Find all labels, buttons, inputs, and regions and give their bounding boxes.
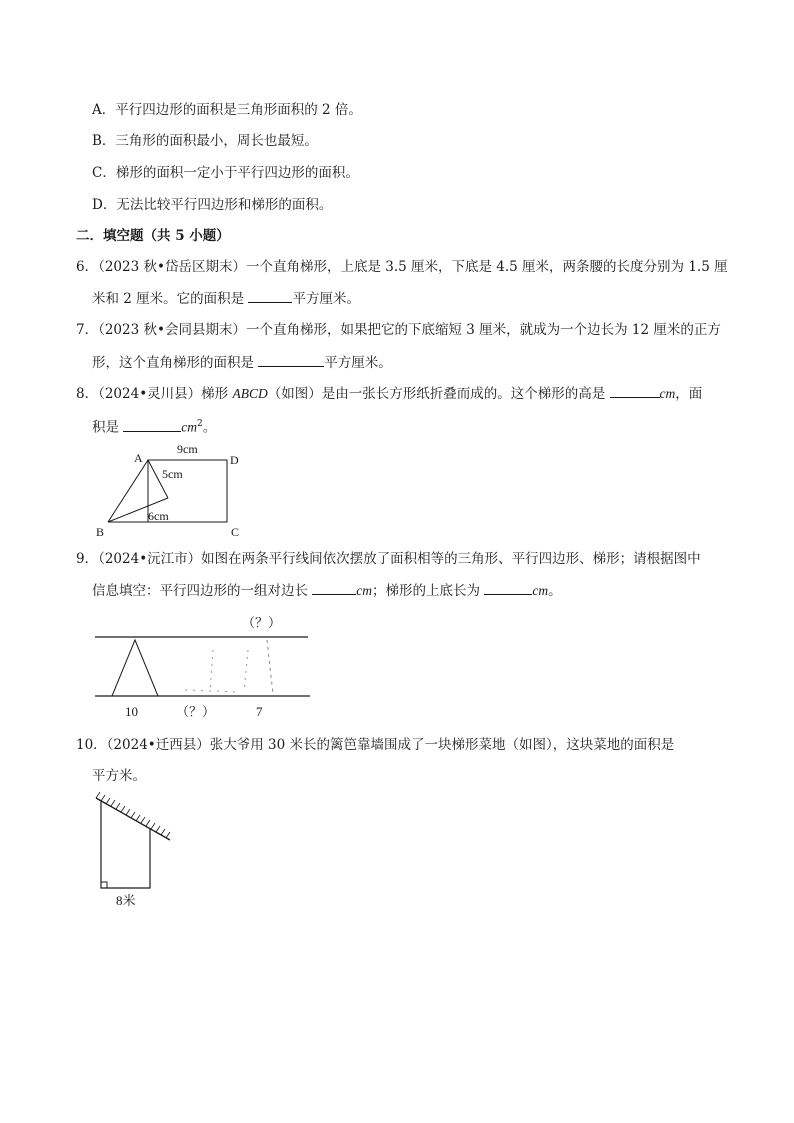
q8-text-c: ，面 <box>675 386 703 402</box>
q8-label-c: C <box>231 525 240 539</box>
q6-text-after: 平方厘米。 <box>292 291 360 307</box>
q9-label-top-q: （？） <box>242 615 282 630</box>
q8-label-9cm: 9cm <box>177 442 198 456</box>
q8-figure <box>90 440 260 544</box>
q8-abcd: ABCD <box>232 386 268 401</box>
q9-parallelogram-base <box>185 690 240 692</box>
q7-text-after: 平方厘米。 <box>324 355 392 371</box>
q9-parallelogram-side-left <box>210 650 213 692</box>
q8-label-d: D <box>230 453 239 467</box>
q9-side-blank[interactable] <box>312 580 356 595</box>
q8-line2 <box>92 414 216 438</box>
q6-line1: 6．（2023 秋•岱岳区期末）一个直角梯形，上底是 3.5 厘米，下底是 4.5 厘米，两条腰的长度分别为 1.5 厘 <box>76 259 728 275</box>
q8-text-2c: 。 <box>202 419 217 436</box>
q9-line2 <box>92 580 562 601</box>
q7-text-before: 形，这个直角梯形的面积是 <box>92 355 259 371</box>
q8-unit-cm: cm <box>659 386 676 401</box>
option-b: B．三角形的面积最小，周长也最短。 <box>92 133 318 149</box>
q9-unit-cm1: cm <box>356 583 373 598</box>
option-c: C．梯形的面积一定小于平行四边形的面积。 <box>92 165 359 181</box>
q9-trapezoid-side <box>267 640 273 694</box>
q6-text-before: 米和 2 厘米。它的面积是 <box>92 291 249 307</box>
q8-unit-cm2: cm <box>181 419 198 435</box>
q8-text-a: 8．（2024•灵川县）梯形 <box>76 386 233 402</box>
q9-text-a: 信息填空：平行四边形的一组对边长 <box>92 583 313 599</box>
q9-triangle <box>112 640 158 696</box>
q8-line1 <box>76 383 702 404</box>
q9-unit-cm2: cm <box>532 583 549 598</box>
q8-label-5cm: 5cm <box>162 467 183 481</box>
q9-line1: 9．（2024•沅江市）如图在两条平行线间依次摆放了面积相等的三角形、平行四边形、梯形；请根据图中 <box>76 551 701 567</box>
q10-wall-hatching <box>96 792 170 838</box>
q8-label-b: B <box>96 525 105 539</box>
q10-line2: 平方米。 <box>92 768 146 784</box>
q7-line1: 7．（2023 秋•会同县期末）一个直角梯形，如果把它的下底缩短 3 厘米，就成为一个边长为 12 厘米的正方 <box>76 322 721 338</box>
q8-text-b: （如图）是由一张长方形纸折叠而成的。这个梯形的高是 <box>267 386 610 402</box>
q10-wall <box>96 798 170 840</box>
q9-parallelogram-side-right <box>244 650 248 692</box>
q9-label-10: 10 <box>125 704 138 719</box>
q10-figure <box>88 792 178 910</box>
q8-label-a: A <box>134 451 143 465</box>
q10-right-angle-mark <box>101 882 107 888</box>
q8-text-2a: 积是 <box>92 419 124 436</box>
q7-line2 <box>92 352 392 373</box>
q9-label-7: 7 <box>256 704 263 719</box>
q9-top-blank[interactable] <box>484 580 532 595</box>
q10-line1: 10．（2024•迁西县）张大爷用 30 米长的篱笆靠墙围成了一块梯形菜地（如图），这块菜地的面积是 <box>76 737 675 753</box>
q8-label-6cm: 6cm <box>148 509 169 523</box>
q8-side-ab <box>108 460 148 522</box>
option-d: D．无法比较平行四边形和梯形的面积。 <box>92 197 333 213</box>
q9-text-b: ；梯形的上底长为 <box>372 583 485 599</box>
q6-line2 <box>92 288 360 309</box>
q6-answer-blank[interactable] <box>248 288 292 303</box>
q10-label-8m: 8米 <box>116 893 136 908</box>
q9-figure <box>90 610 320 722</box>
section-title: 二．填空题（共 5 小题） <box>76 228 230 244</box>
option-a: A．平行四边形的面积是三角形面积的 2 倍。 <box>92 102 362 118</box>
q8-height-blank[interactable] <box>610 383 660 398</box>
q8-unit-sup: 2 <box>197 419 203 429</box>
q9-text-c: 。 <box>548 583 562 599</box>
q7-answer-blank[interactable] <box>258 352 324 367</box>
q8-area-blank[interactable] <box>123 417 181 432</box>
q9-label-q: （？） <box>176 704 216 719</box>
